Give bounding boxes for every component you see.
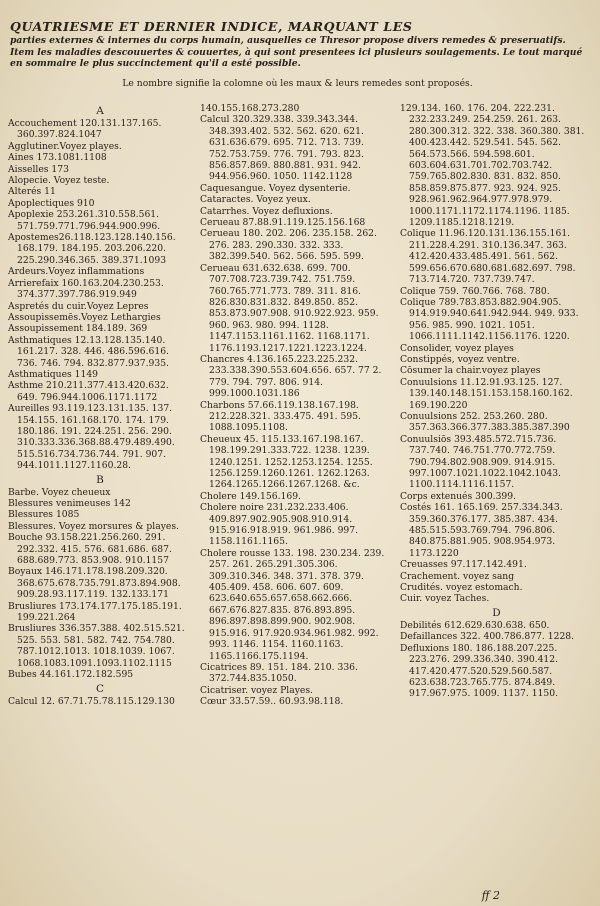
index-entry: Asthmatiques 12.13.128.135.140. 161.217. 328. 446. 486.596.616. 736. 746. 794. 832.877.937.935.	[8, 334, 169, 369]
index-entry: Alterés 11	[8, 186, 56, 198]
index-entry: Blessures 1085	[8, 509, 80, 521]
index-entry: Creuasses 97.117.142.491.	[400, 559, 527, 571]
index-entry: Apoplexie 253.261.310.558.561. 571.759.771.796.944.900.996.	[8, 209, 161, 232]
index-entry: Brusliures 173.174.177.175.185.191. 199.221.264	[8, 600, 182, 624]
section-letter: C	[95, 682, 105, 695]
index-entry: Colique 759. 760.766. 768. 780.	[400, 285, 550, 297]
index-entry: Bouche 93.158.221.256.260. 291. 292.332. 415. 576. 681.686. 687. 688.689.773. 853.908. 910.1157	[8, 532, 172, 567]
section-letter: D	[492, 606, 501, 619]
index-columns	[8, 103, 593, 898]
index-entry: Agglutiner.Voyez playes.	[8, 140, 122, 152]
page-title: QUATRIESME ET DERNIER INDICE, MARQUANT LES	[10, 20, 413, 34]
index-entry: Cerueau 631.632.638. 699. 700. 707.708.723.739.742. 751.759. 760.765.771.773. 789. 311. 816. 826.830.831.832. 849.850. 852. 853.873.907.908. 910.922.923. 959. 960. 963. 980. 994. 1128. 1147.1153.1161.1162. 1168.1171. 1176.1193.1217.1221.1223.1224.	[200, 262, 379, 354]
index-entry: Cheueux 45. 115.133.167.198.167. 198.199.291.333.722. 1238. 1239. 1240.1251. 1252.1253.1254. 1255. 1256.1259.1260.1261. 1262.1263. 1264.1265.1266.1267.1268. &c.	[200, 433, 373, 491]
index-entry: Cholere rousse 133. 198. 230.234. 239. 257. 261. 265.291.305.306. 309.310.346. 348. 371. 378. 379. 405.409. 458. 606. 607. 609. 623.640.655.657.658.662.666. 667.676.827.835. 876.893.895. 896.897.898.899.900. 902.908. 915.916. 917.920.934.961.982. 992. 993. 1146. 1154. 1160.1163. 1165.1166.175.1194.	[200, 547, 385, 662]
index-note: Le nombre signifie la colomne où les maux & leurs remedes sont proposés.	[122, 77, 473, 89]
index-column-1	[8, 103, 192, 898]
index-entry: Corps extenués 300.399.	[400, 490, 517, 502]
index-entry: Aspretés du cuir.Voyez Lepres	[8, 300, 149, 312]
index-entry: 140.155.168.273.280	[200, 103, 300, 114]
index-entry: Caquesangue. Voyez dysenterie.	[200, 182, 351, 194]
index-entry: Cataractes. Voyez yeux.	[200, 194, 311, 206]
index-entry: Crudités. voyez estomach.	[400, 582, 523, 594]
index-entry: Apostemes26.118.123.128.140.156. 168.179. 184.195. 203.206.220. 225.290.346.365. 389.371.1093	[8, 232, 176, 266]
index-entry: Cicatriser. voyez Playes.	[200, 684, 313, 696]
index-entry: Calcul 12. 67.71.75.78.115.129.130	[8, 695, 175, 707]
page-subtitle: parties externes & internes du corps humain, ausquelles ce Thresor propose divers remedes & preseruatifs. Item les maladies descouuertes & couuertes, à qui sont presentees ici plusieurs soulagements. Le tout marqué en sommaire le plus succinctement qu'il a esté possible.	[10, 35, 583, 69]
index-entry: Ardeurs.Voyez inflammations	[8, 266, 145, 278]
index-entry: Barbe. Voyez cheueux	[8, 486, 111, 498]
signature-mark: ff 2	[481, 889, 500, 902]
index-entry: Blessures. Voyez morsures & playes.	[8, 520, 179, 532]
index-entry: Defluxions 180. 186.188.207.225. 223.276. 299.336.340. 390.412. 417.420.477.520.529.560.587. 623.638.723.765.775. 874.849. 917.967.975. 1009. 1137. 1150.	[400, 642, 559, 700]
index-entry: Aines 173.1081.1108	[8, 152, 107, 164]
index-entry: Accouchement 120.131.137.165. 360.397.824.1047	[8, 118, 162, 141]
index-entry: Conuulsions 252. 253.260. 280. 357.363.366.377.383.385.387.390	[400, 410, 570, 434]
index-column-3	[400, 103, 593, 898]
index-entry: Cōsumer la chair.voyez playes	[400, 365, 541, 377]
index-entry: Assoupissement 184.189. 369	[8, 323, 148, 335]
index-entry: Apoplectiques 910	[8, 197, 95, 209]
index-entry: Crachement. voyez sang	[400, 570, 515, 582]
index-entry: Aureilles 93.119.123.131.135. 137. 154.155. 161.168.170. 174. 179. 180.186. 191. 224.251. 256. 290. 310.333.336.368.88.479.489.490. 515.516.734.736.744. 791. 907. 944.1011.1127.1160.28.	[8, 403, 175, 472]
index-entry: Asthme 210.211.377.413.420.632. 649. 796.944.1006.1171.1172	[8, 380, 169, 403]
index-entry: Cuir. voyez Taches.	[400, 593, 490, 605]
index-entry: Debilités 612.629.630.638. 650.	[400, 619, 550, 631]
index-entry: Colique 11.96.120.131.136.155.161. 211.228.4.291. 310.136.347. 363. 412.420.433.485.491. 561. 562. 599.656.670.680.681.682.697. 798. 713.714.720. 737.739.747.	[400, 228, 576, 286]
index-entry: Boyaux 146.171.178.198.209.320. 368.675.678.735.791.873.894.908. 909.28.93.117.119. 132.133.171	[8, 566, 181, 601]
index-entry: Brusliures 336.357.388. 402.515.521. 525. 553. 581. 582. 742. 754.780. 787.1012.1013. 1018.1039. 1067. 1068.1083.1091.1093.1102.1115	[8, 623, 185, 669]
index-entry: Conuulsions 11.12.91.93.125. 127. 139.140.148.151.153.158.160.162. 169.190.220	[400, 376, 573, 411]
index-entry: Cerueau 87.88.91.119.125.156.168	[200, 217, 366, 229]
index-entry: Conuulsiōs 393.485.572.715.736. 737.740. 746.751.770.772.759. 790.794.802.908.909. 914.915. 997.1007.1021.1022.1042.1043. 1100.1114.1116.1157.	[400, 433, 561, 491]
index-entry: Aisselles 173	[8, 163, 69, 175]
index-entry: Constippés, voyez ventre.	[400, 353, 520, 365]
index-entry: Chancres 4.136.165.223.225.232. 233.338.390.553.604.656. 657. 77 2. 779. 794. 797. 806. 914. 999.1000.1031.186	[200, 353, 382, 400]
index-entry: Arrierefaix 160.163.204.230.253. 374.377.397.786.919.949	[8, 277, 164, 301]
index-entry: Defaillances 322. 400.786.877. 1228.	[400, 631, 575, 643]
index-entry: Catarrhes. Voyez defluxions.	[200, 205, 333, 217]
index-entry: Cœur 33.57.59.. 60.93.98.118.	[200, 696, 344, 708]
index-entry: Cerueau 180. 202. 206. 235.158. 262. 276. 283. 290.330. 332. 333. 382.399.540. 562. 566. 595. 599.	[200, 228, 377, 263]
index-entry: Cicatrices 89. 151. 184. 210. 336. 372.744.835.1050.	[200, 661, 358, 685]
index-entry: 129.134. 160. 176. 204. 222.231. 232.233.249. 254.259. 261. 263. 280.300.312. 322. 338. 360.380. 381. 400.423.442. 529.541. 545. 562. 564.573.566. 594.598.601. 603.604.631.701.702.703.742. 759.765.802.830. 831. 832. 850. 858.859.875.877. 923. 924. 925. 928.961.962.964.977.978.979. 1000.1171.1172.1174.1196. 1185. 1209.1185.1218.1219.	[400, 103, 585, 229]
index-entry: Calcul 320.329.338. 339.343.344. 348.393.402. 532. 562. 620. 621. 631.636.679. 695. 712. 713. 739. 752.753.759. 776. 791. 793. 823. 856.857.869. 880.881. 931. 942. 944.956.960. 1050. 1142.1128	[200, 114, 364, 183]
index-entry: Consolider, voyez playes	[400, 342, 514, 354]
index-entry: Costés 161. 165.169. 257.334.343. 359.360.376.177. 385.387. 434. 485.515.593.769.794. 796.806. 840.875.881.905. 908.954.973. 1173.1220	[400, 502, 563, 559]
index-column-2	[200, 103, 390, 898]
index-entry: Blessures venimeuses 142	[8, 498, 131, 509]
index-entry: Colique 789.783.853.882.904.905. 914.919.940.641.942.944. 949. 933. 956. 985. 990. 1021. 1051. 1066.1111.1142.1156.1176. 1220.	[400, 296, 579, 343]
section-letter: B	[96, 473, 104, 486]
index-entry: Asthmatiques 1149	[8, 368, 99, 380]
index-entry: Assoupissemēs.Voyez Lethargies	[8, 311, 161, 323]
index-entry: Alopecie. Voyez teste.	[8, 175, 110, 187]
page-header	[10, 20, 585, 89]
index-entry: Cholere noire 231.232.233.406. 409.897.902.905.908.910.914. 915.916.918.919. 961.986. 997. 1158.1161.1165.	[200, 502, 359, 548]
index-entry: Charbons 57.66.119.138.167.198. 212.228.321. 333.475. 491. 595. 1088.1095.1108.	[200, 399, 361, 434]
index-entry: Bubes 44.161.172.182.595	[8, 669, 134, 681]
index-entry: Cholere 149.156.169.	[200, 490, 301, 502]
section-letter: A	[96, 105, 104, 117]
